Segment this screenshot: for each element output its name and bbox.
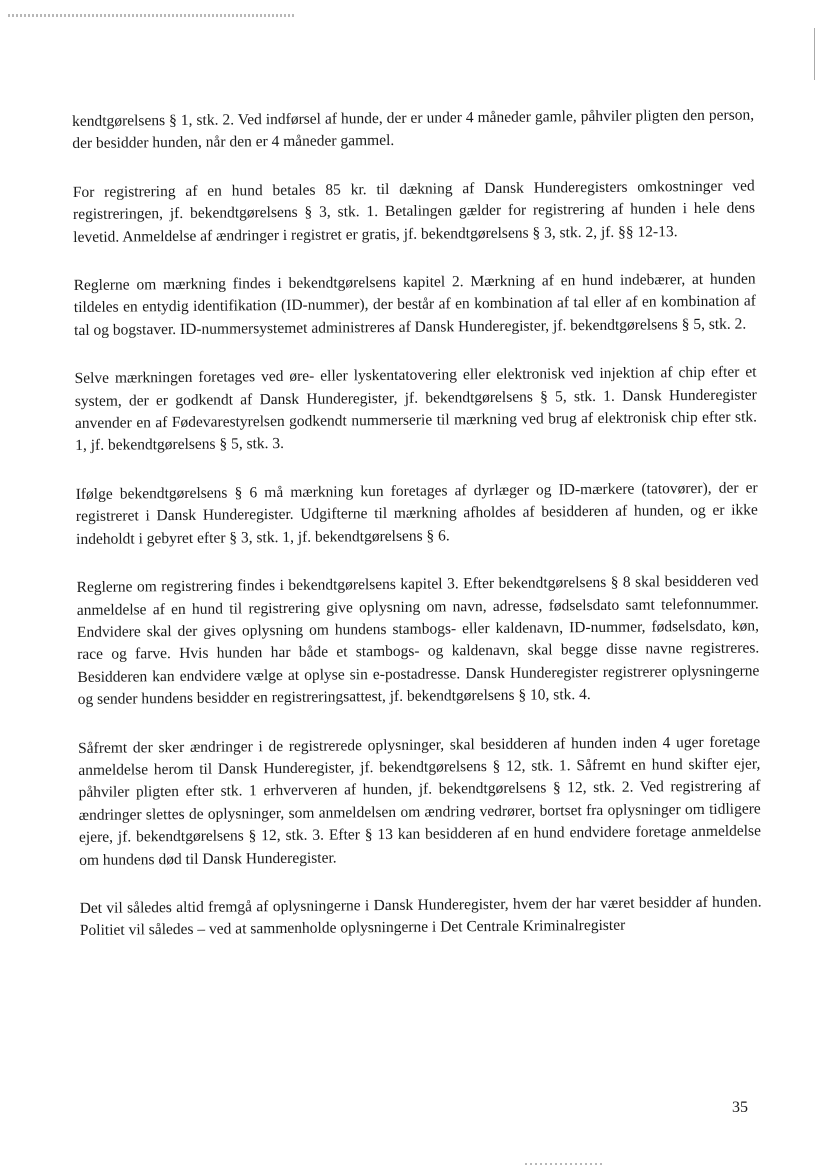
paragraph-3: Reglerne om mærkning findes i bekendtgørelsens kapitel 2. Mærkning af en hund indebærer, at hunden tildeles en entydig identifikation (ID-nummer), der består af en kombination af tal eller af en kombination af tal og bogstaver. ID-nummersystemet administreres af Dansk Hunderegister, jf. bekendtgørelsens § 5, stk. 2. [73,270,756,339]
paragraph-6: Reglerne om registrering findes i bekendtgørelsens kapitel 3. Efter bekendtgørelsens § 8 skal besidderen ved anmeldelse af en hund til registrering give oplysning om navn, adresse, fødselsdato samt telefonnummer. Endvidere skal der gives oplysning om hundens stambogs- eller kaldenavn, ID-nummer, fødselsdato, køn, race og farve. Hvis hunden har både et stambogs- og kaldenavn, skal begge disse navne registreres. Besidderen kan endvidere vælge at oplyse sin e-postadresse. Dansk Hunderegister registrerer oplysningerne og sender hundens besidder en registreringsattest, jf. bekendtgørelsens § 10, stk. 4. [76,572,760,709]
paragraph-5: Ifølge bekendtgørelsens § 6 må mærkning kun foretages af dyrlæger og ID-mærkere (tatovører), der er registreret i Dansk Hunderegister. Udgifterne til mærkning afholdes af besidderen af hunden, og er ikke indeholdt i gebyret efter § 3, stk. 1, jf. bekendtgørelsens § 6. [75,479,758,548]
page-number: 35 [732,1099,748,1116]
paragraph-1: kendtgørelsens § 1, stk. 2. Ved indførsel af hunde, der er under 4 måneder gamle, påhviler pligten den person, der besidder hunden, når den er 4 måneder gammel. [72,106,755,153]
document-body [72,104,762,942]
paragraph-8: Det vil således altid fremgå af oplysningerne i Dansk Hunderegister, hvem der har været besidder af hunden. Politiet vil således – ved at sammenholde oplysningerne i Det Centrale Kriminalregister [79,893,762,940]
scan-artifact-bottom [525,1163,603,1165]
paragraph-7: Såfremt der sker ændringer i de registrerede oplysninger, skal besidderen af hunden inden 4 uger foretage anmeldelse herom til Dansk Hunderegister, jf. bekendtgørelsens § 12, stk. 1. Såfremt en hund skifter ejer, påhviler pligten efter stk. 1 erhververen af hunden, jf. bekendtgørelsens § 12, stk. 2. Ved registrering af ændringer slettes de oplysninger, som anmeldelsen om ændring vedrører, bortset fra oplysninger om tidligere ejere, jf. bekendtgørelsens § 12, stk. 3. Efter § 13 kan besidderen af en hund endvidere foretage anmeldelse om hundens død til Dansk Hunderegister. [78,732,762,869]
scan-artifact-right [814,28,815,80]
paragraph-2: For registrering af en hund betales 85 kr. til dækning af Dansk Hunderegisters omkostninger ved registreringen, jf. bekendtgørelsens § 3, stk. 1. Betalingen gælder for registrering af hunden i hele dens levetid. Anmeldelse af ændringer i registret er gratis, jf. bekendtgørelsens § 3, stk. 2, jf. §§ 12-13. [72,177,756,246]
paragraph-4: Selve mærkningen foretages ved øre- eller lyskentatovering eller elektronisk ved injektion af chip efter et system, der er godkendt af Dansk Hunderegister, jf. bekendtgørelsens § 5, stk. 1. Dansk Hunderegister anvender en af Fødevarestyrelsen godkendt nummerserie til mærkning ved brug af elektronisk chip efter stk. 1, jf. bekendtgørelsens § 5, stk. 3. [74,363,758,455]
scan-artifact-top [8,14,294,17]
